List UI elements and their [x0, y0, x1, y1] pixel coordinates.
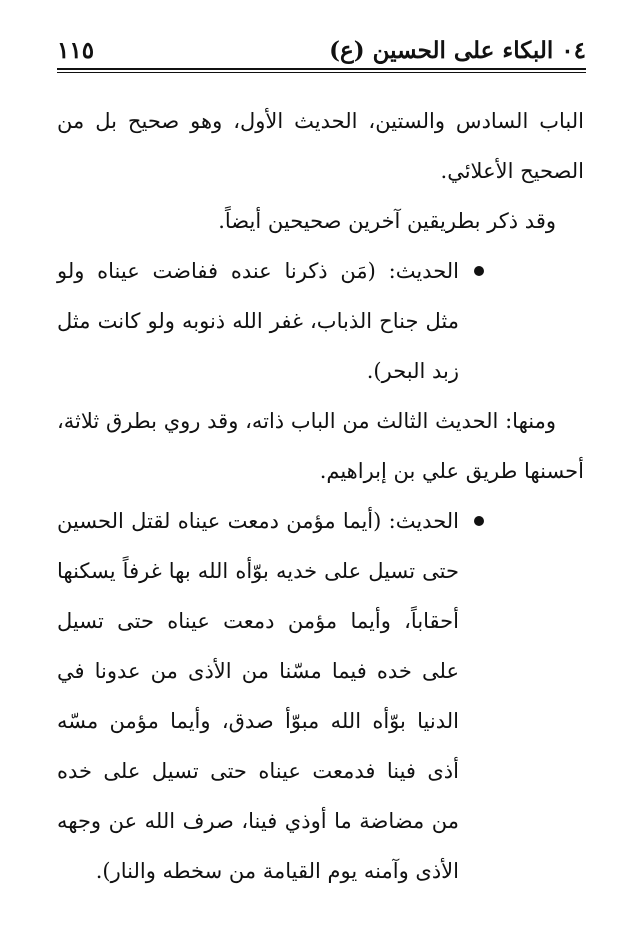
- paragraph-2: وقد ذكر بطريقين آخرين صحيحين أيضاً.: [218, 209, 556, 233]
- page-body: [57, 96, 584, 896]
- bullet-dot-icon: [474, 266, 484, 276]
- header-rule-thick: [57, 68, 586, 70]
- bullet-dot-icon: [474, 516, 484, 526]
- header-rule-thin: [57, 72, 586, 73]
- paragraph-3: ومنها: الحديث الثالث من الباب ذاته، وقد روي بطرق ثلاثة، أحسنها طريق علي بن إبراهيم.: [57, 409, 584, 483]
- paragraph-1: الباب السادس والستين، الحديث الأول، وهو صحيح بل من الصحيح الأعلائي.: [57, 109, 584, 183]
- hadith-bullet-1: [57, 246, 584, 396]
- hadith-text-1: الحديث: (مَن ذكرنا عنده ففاضت عيناه ولو مثل جناح الذباب، غفر الله ذنوبه ولو كانت مثل زبد البحر).: [57, 259, 459, 383]
- hadith-text-2: الحديث: (أيما مؤمن دمعت عيناه لقتل الحسين حتى تسيل على خديه بوّأه الله بها غرفاً يسكنها أحقاباً، وأيما مؤمن دمعت عيناه حتى تسيل على خده فيما مسّنا من الأذى من عدونا في الدنيا بوّأه الله مبوّأ صدق، وأيما مؤمن مسّه أذى فينا فدمعت عيناه حتى تسيل على خده من مضاضة ما أوذي فينا، صرف الله عن وجهه الأذى وآمنه يوم القيامة من سخطه والنار).: [57, 509, 459, 883]
- running-title: ٠٤ البكاء على الحسين (ع): [329, 37, 586, 64]
- page-number: ١١٥: [57, 37, 95, 64]
- hadith-bullet-2: [57, 496, 584, 896]
- page-header: [57, 36, 586, 66]
